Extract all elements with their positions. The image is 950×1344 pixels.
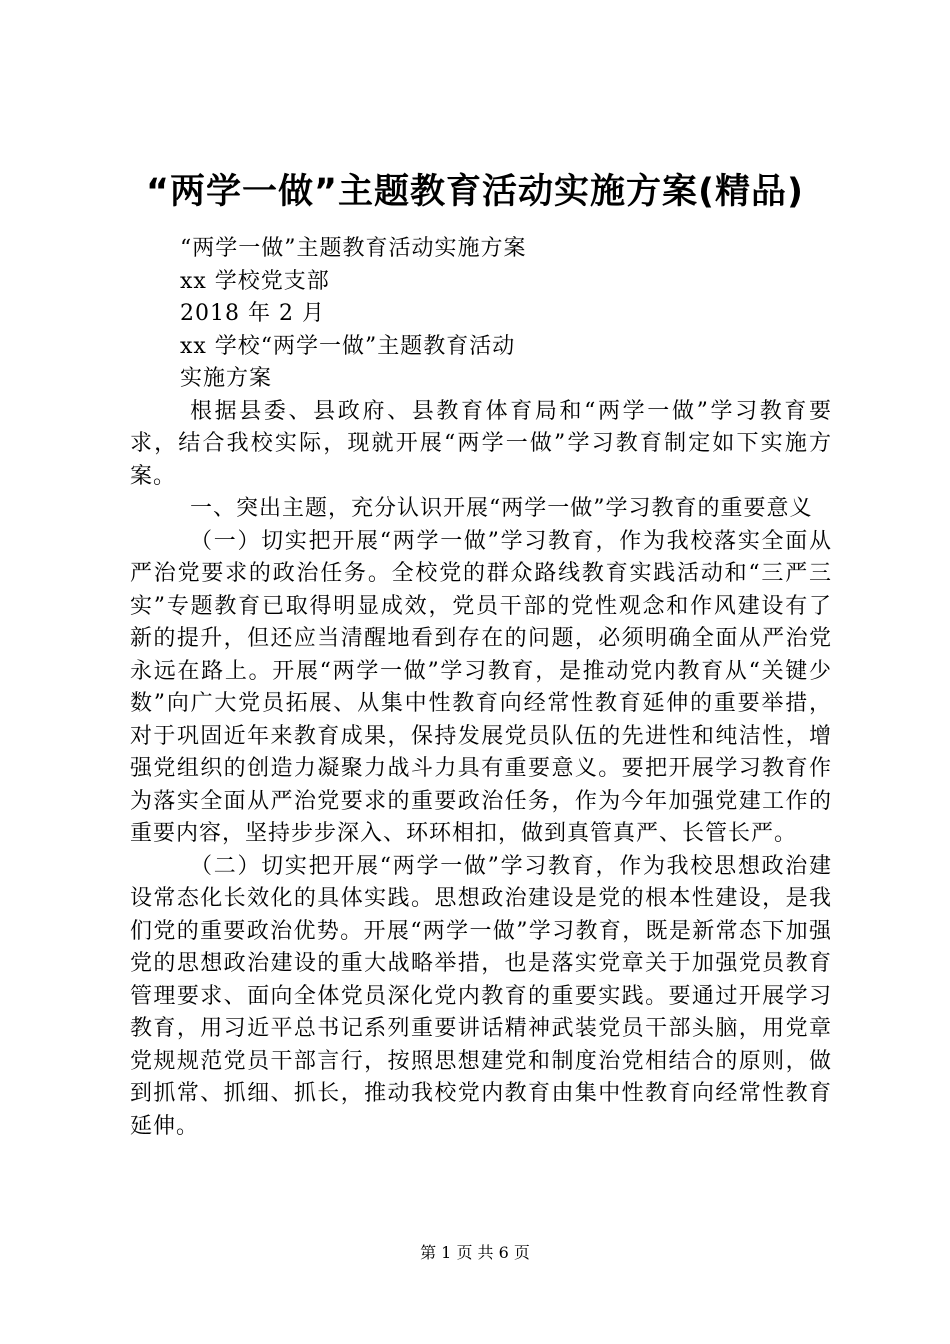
paragraph-point-two: （二）切实把开展“两学一做”学习教育，作为我校思想政治建设常态化长效化的具体实践。思想政治建设是党的根本性建设，是我们党的重要政治优势。开展“两学一做”学习教育，既是新常态下加强党的思想政治建设的重大战略举措，也是落实党章关于加强党员教育管理要求、面向全体党员深化党内教育的重要实践。要通过开展学习教育，用习近平总书记系列重要讲话精神武装党员干部头脑，用党章党规规范党员干部言行，按照思想建党和制度治党相结合的原则，做到抓常、抓细、抓长，推动我校党内教育由集中性教育向经常性教育延伸。	[130, 853, 832, 1139]
header-line-date: 2018 年 2 月	[180, 301, 325, 326]
page-title: “两学一做”主题教育活动实施方案(精品)	[146, 172, 804, 212]
paragraph-intro: 根据县委、县政府、县教育体育局和“两学一做”学习教育要求，结合我校实际，现就开展“两学一做”学习教育制定如下实施方案。	[130, 398, 832, 489]
paragraph-point-one: （一）切实把开展“两学一做”学习教育，作为我校落实全面从严治党要求的政治任务。全校党的群众路线教育实践活动和“三严三实”专题教育已取得明显成效，党员干部的党性观念和作风建设有了新的提升，但还应当清醒地看到存在的问题，必须明确全面从严治党永远在路上。开展“两学一做”学习教育，是推动党内教育从“关键少数”向广大党员拓展、从集中性教育向经常性教育延伸的重要举措，对于巩固近年来教育成果，保持发展党员队伍的先进性和纯洁性，增强党组织的创造力凝聚力战斗力具有重要意义。要把开展学习教育作为落实全面从严治党要求的重要政治任务，作为今年加强党建工作的重要内容，坚持步步深入、环环相扣，做到真管真严、长管长严。	[130, 528, 832, 846]
header-line-plan-title: xx 学校“两学一做”主题教育活动	[180, 333, 516, 359]
page-footer: 第 1 页 共 6 页	[420, 1243, 530, 1262]
header-line-organization: xx 学校党支部	[180, 268, 330, 294]
header-line-subtitle: “两学一做”主题教育活动实施方案	[180, 236, 527, 261]
section-heading-one: 一、突出主题，充分认识开展“两学一做”学习教育的重要意义	[190, 496, 813, 521]
header-line-plan-label: 实施方案	[180, 366, 273, 391]
document-body	[130, 233, 832, 1143]
